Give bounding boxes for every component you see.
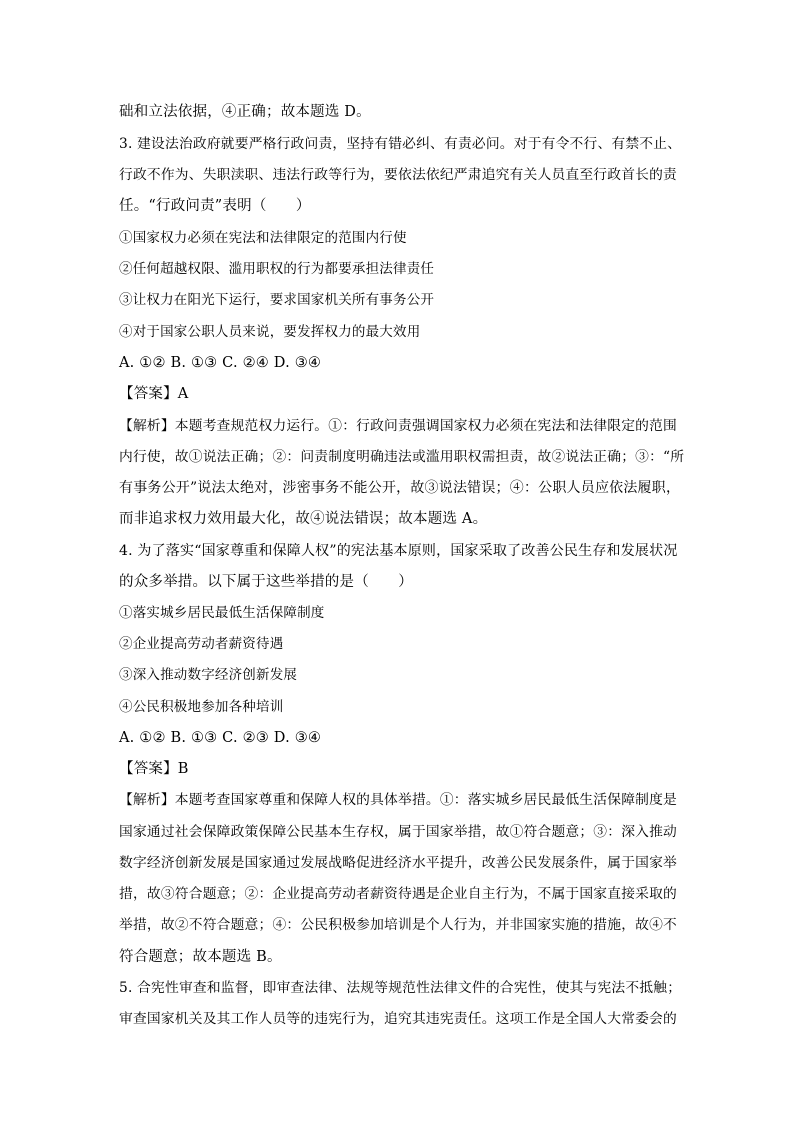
question-3-stem: 行政不作为、失职渎职、违法行政等行为，要依法依纪严肃追究有关人员直至行政首长的责 xyxy=(119,167,678,183)
question-3-item: ③让权力在阳光下运行，要求国家机关所有事务公开 xyxy=(119,292,435,308)
question-3-analysis: 内行使，故①说法正确；②：问责制度明确违法或滥用职权需担责，故②说法正确；③：“所 xyxy=(119,449,685,465)
question-3-stem: 任。“行政问责”表明（ ） xyxy=(119,198,311,214)
question-3-item: ②任何超越权限、滥用职权的行为都要承担法律责任 xyxy=(119,261,435,277)
question-3-item: ①国家权力必须在宪法和法律限定的范围内行使 xyxy=(119,230,407,246)
question-4-analysis: 国家通过社会保障政策保障公民基本生存权，属于国家举措，故①符合题意；③：深入推动 xyxy=(119,824,678,840)
question-3-analysis: 而非追求权力效用最大化，故④说法错误；故本题选 A。 xyxy=(119,511,488,527)
question-4-analysis: 符合题意；故本题选 B。 xyxy=(119,949,282,965)
question-3-analysis: 【解析】本题考查规范权力运行。①：行政问责强调国家权力必须在宪法和法律限定的范围 xyxy=(119,418,678,434)
question-4-stem: 4. 为了落实“国家尊重和保障人权”的宪法基本原则，国家采取了改善公民生存和发展状况 xyxy=(119,543,678,559)
question-3-item: ④对于国家公职人员来说，要发挥权力的最大效用 xyxy=(119,324,421,340)
question-4-stem: 的众多举措。以下属于这些举措的是（ ） xyxy=(119,574,413,590)
question-4-analysis: 措，故③符合题意；②：企业提高劳动者薪资待遇是企业自主行为，不属于国家直接采取的 xyxy=(119,886,678,902)
question-4-item: ②企业提高劳动者薪资待遇 xyxy=(119,636,284,652)
question-4-analysis: 【解析】本题考查国家尊重和保障人权的具体举措。①：落实城乡居民最低生活保障制度是 xyxy=(119,792,678,808)
question-4-item: ④公民积极地参加各种培训 xyxy=(119,699,284,715)
question-3-analysis: 有事务公开”说法太绝对，涉密事务不能公开，故③说法错误；④：公职人员应依法履职， xyxy=(119,480,681,496)
question-3-answer: 【答案】A xyxy=(119,386,189,402)
question-3-stem: 3. 建设法治政府就要严格行政问责，坚持有错必纠、有责必问。对于有令不行、有禁不止、 xyxy=(119,136,682,152)
question-4-item: ③深入推动数字经济创新发展 xyxy=(119,667,298,683)
question-5-stem: 5. 合宪性审查和监督，即审查法律、法规等规范性法律文件的合宪性，使其与宪法不抵触； xyxy=(119,980,682,996)
question-4-analysis: 数字经济创新发展是国家通过发展战略促进经济水平提升，改善公民发展条件，属于国家举 xyxy=(119,855,678,871)
question-3-choices: A. ①② B. ①③ C. ②④ D. ③④ xyxy=(119,355,322,371)
question-5-stem: 审查国家机关及其工作人员等的违宪行为，追究其违宪责任。这项工作是全国人大常委会的 xyxy=(119,1011,678,1027)
question-4-analysis: 举措，故②不符合题意；④：公民积极参加培训是个人行为，并非国家实施的措施，故④不 xyxy=(119,917,678,933)
text-line: 础和立法依据，④正确；故本题选 D。 xyxy=(119,104,371,120)
question-4-item: ①落实城乡居民最低生活保障制度 xyxy=(119,605,325,621)
question-4-answer: 【答案】B xyxy=(119,761,189,777)
question-4-choices: A. ①② B. ①③ C. ②③ D. ③④ xyxy=(119,730,322,746)
